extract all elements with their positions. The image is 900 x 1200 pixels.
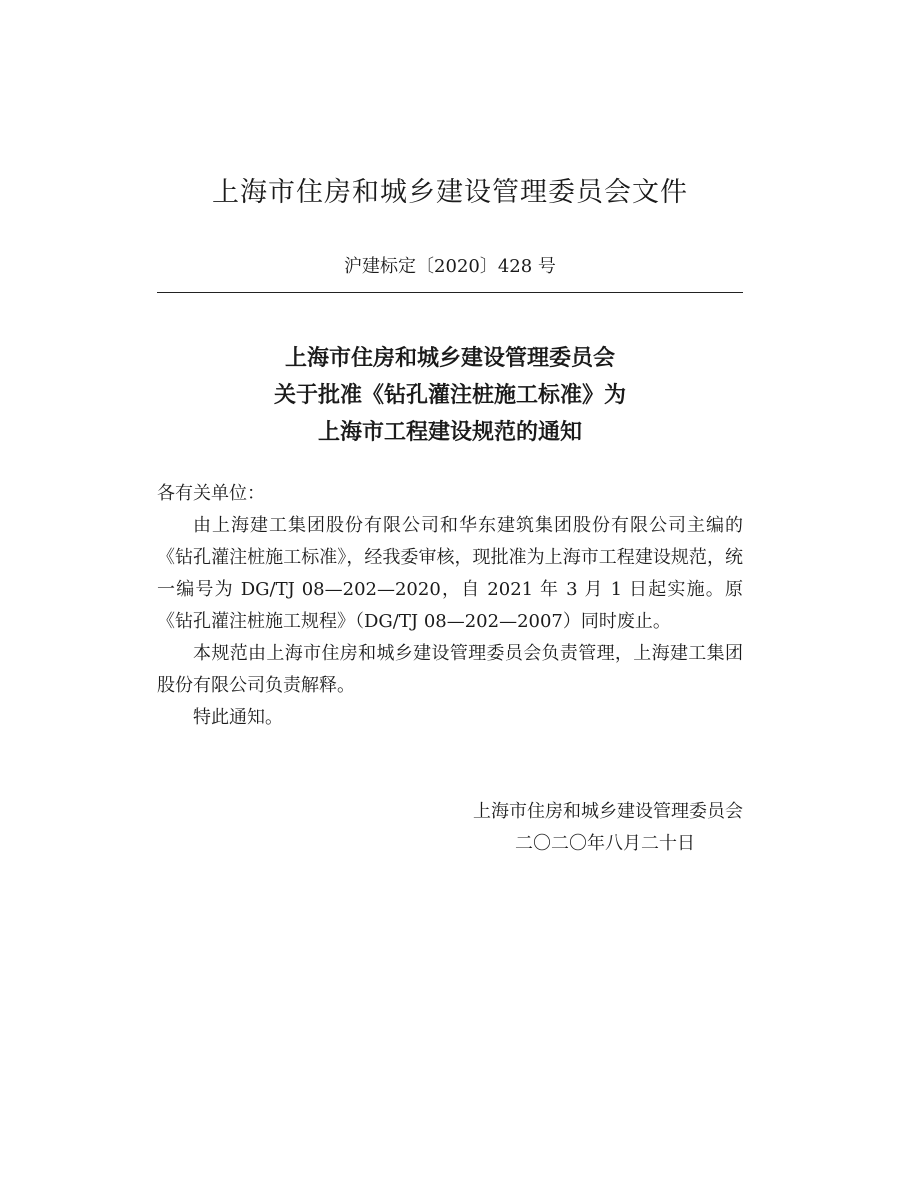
title-line-3: 上海市工程建设规范的通知 [317,420,582,445]
body-paragraph-2: 本规范由上海市住房和城乡建设管理委员会负责管理，上海建工集团股份有限公司负责解释。 [157,643,743,696]
body-paragraph-1: 由上海建工集团股份有限公司和华东建筑集团股份有限公司主编的《钻孔灌注桩施工标准》，经我委审核，现批准为上海市工程建设规范，统一编号为 DG/TJ 08—202—2020，自 2021 年 3 月 1 日起实施。原《钻孔灌注桩施工规程》（DG/TJ 08—202—2007）同时废止。 [157,515,743,632]
signature-block [157,796,743,860]
document-number: 沪建标定〔2020〕428 号 [344,256,556,277]
title-line-2: 关于批准《钻孔灌注桩施工标准》为 [273,383,626,408]
signature-organization: 上海市住房和城乡建设管理委员会 [473,801,743,822]
body-paragraph-3: 特此通知。 [193,707,283,728]
issuer-heading: 上海市住房和城乡建设管理委员会文件 [212,177,688,208]
notice-title [0,340,900,451]
title-line-1: 上海市住房和城乡建设管理委员会 [284,346,615,371]
salutation: 各有关单位： [157,483,265,504]
notice-body [157,478,743,734]
header-divider [157,292,743,293]
signature-date: 二〇二〇年八月二十日 [515,833,695,854]
